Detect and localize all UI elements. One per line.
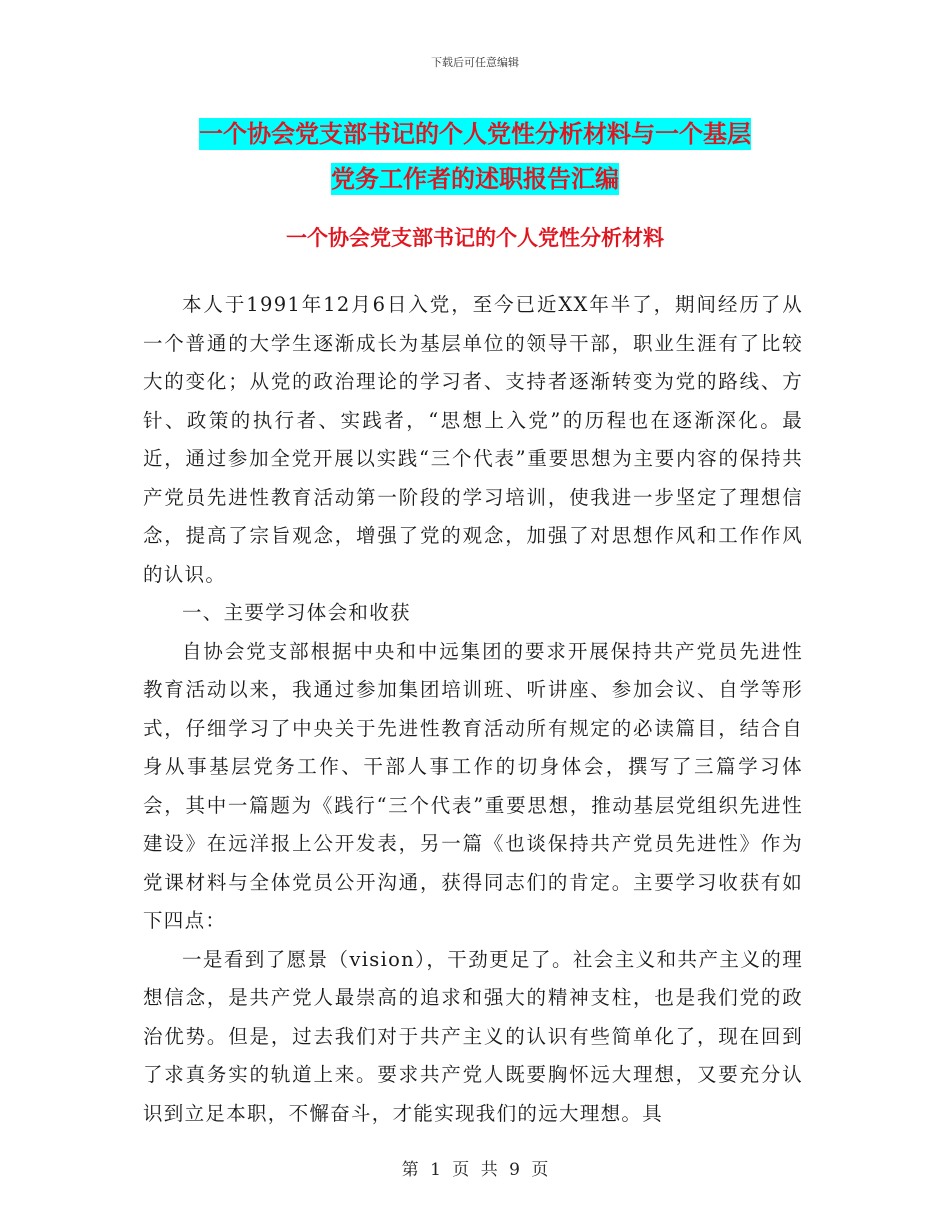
paragraph-study-activities: 自协会党支部根据中央和中远集团的要求开展保持共产党员先进性教育活动以来，我通过参加集团培训班、听讲座、参加会议、自学等形式，仔细学习了中央关于先进性教育活动所有规定的必读篇目，结合自身从事基层党务工作、干部人事工作的切身体会，撰写了三篇学习体会，其中一篇题为《践行“三个代表”重要思想，推动基层党组织先进性建设》在远洋报上公开发表，另一篇《也谈保持共产党员先进性》作为党课材料与全体党员公开沟通，获得同志们的肯定。主要学习收获有如下四点： — [143, 639, 803, 932]
paragraph-point-one: 一是看到了愿景（vision），干劲更足了。社会主义和共产主义的理想信念，是共产党人最崇高的追求和强大的精神支柱，也是我们党的政治优势。但是，过去我们对于共产主义的认识有些简单化了，现在回到了求真务实的轨道上来。要求共产党人既要胸怀远大理想，又要充分认识到立足本职，不懈奋斗，才能实现我们的远大理想。具 — [143, 947, 803, 1125]
heading-study-gains: 一、主要学习体会和收获 — [182, 601, 411, 624]
document-title-line-2: 党务工作者的述职报告汇编 — [331, 165, 619, 193]
document-body — [143, 286, 803, 1133]
document-title — [0, 112, 950, 202]
page-number-footer: 第 1 页 共 9 页 — [401, 1160, 549, 1180]
document-title-line-1: 一个协会党支部书记的个人党性分析材料与一个基层 — [199, 120, 751, 148]
section-title: 一个协会党支部书记的个人党性分析材料 — [286, 226, 664, 250]
page-header-note: 下载后可任意编辑 — [431, 56, 519, 69]
paragraph-intro: 本人于1991年12月6日入党，至今已近XX年半了，期间经历了从一个普通的大学生逐渐成长为基层单位的领导干部，职业生涯有了比较大的变化；从党的政治理论的学习者、支持者逐渐转变为党的路线、方针、政策的执行者、实践者，“思想上入党”的历程也在逐渐深化。最近，通过参加全党开展以实践“三个代表”重要思想为主要内容的保持共产党员先进性教育活动第一阶段的学习培训，使我进一步坚定了理想信念，提高了宗旨观念，增强了党的观念，加强了对思想作风和工作作风的认识。 — [143, 293, 803, 586]
